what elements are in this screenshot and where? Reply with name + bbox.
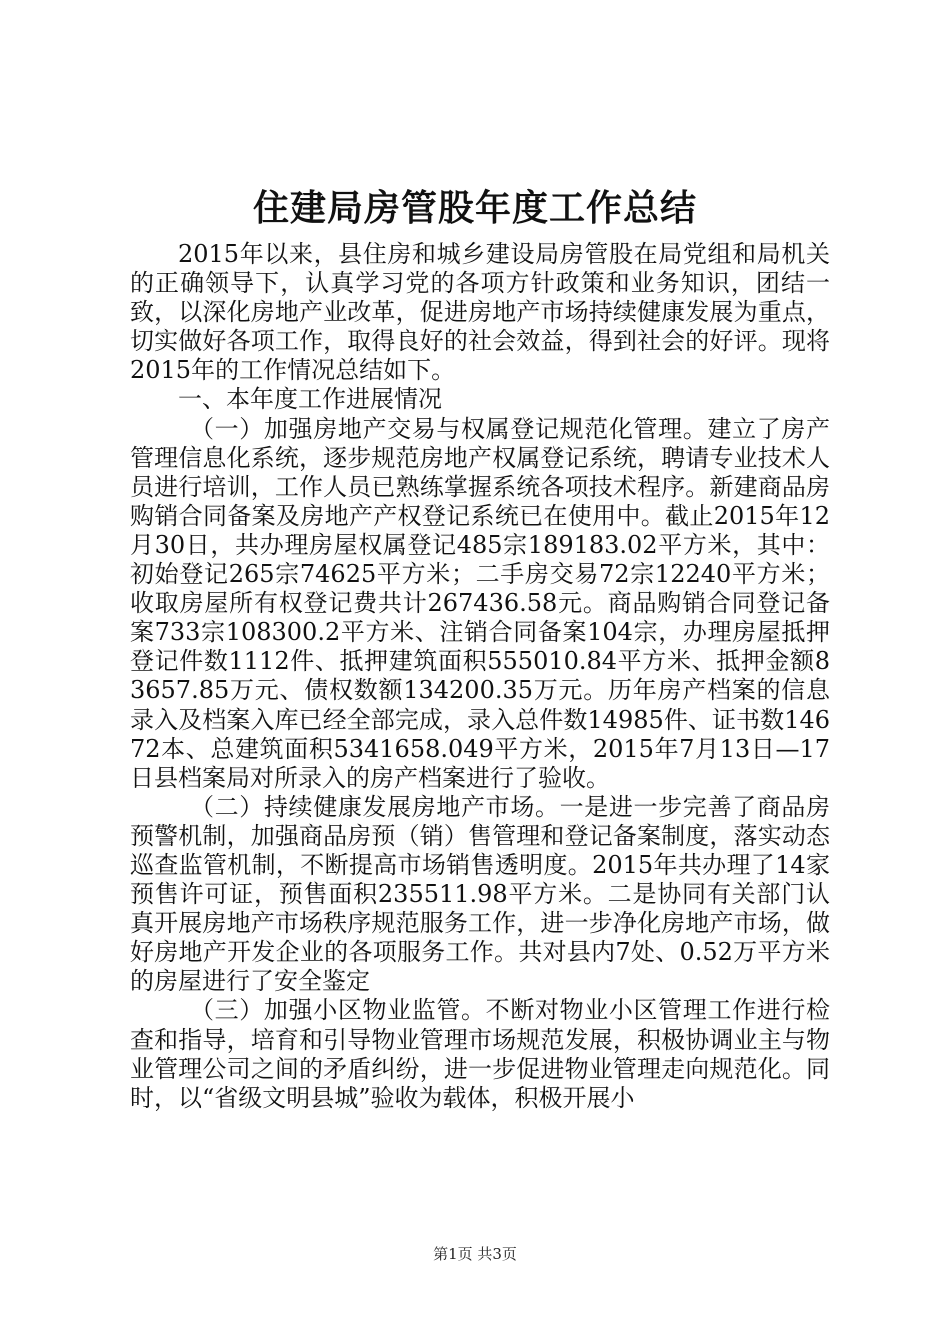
paragraph-item-1: （一）加强房地产交易与权属登记规范化管理。建立了房产管理信息化系统，逐步规范房地产权属登记系统，聘请专业技术人员进行培训，工作人员已熟练掌握系统各项技术程序。新建商品房购销合同备案及房地产产权登记系统已在使用中。截止2015年12月30日，共办理房屋权属登记485宗189183.02平方米，其中：初始登记265宗74625平方米；二手房交易72宗12240平方米；收取房屋所有权登记费共计267436.58元。商品购销合同登记备案733宗108300.2平方米、注销合同备案104宗，办理房屋抵押登记件数1112件、抵押建筑面积555010.84平方米、抵押金额83657.85万元、债权数额134200.35万元。历年房产档案的信息录入及档案入库已经全部完成，录入总件数14985件、证书数14672本、总建筑面积5341658.049平方米，2015年7月13日—17日县档案局对所录入的房产档案进行了验收。 [130, 414, 830, 792]
section-heading: 一、本年度工作进展情况 [178, 385, 442, 414]
page-footer: 第1页 共3页 [433, 1245, 517, 1263]
document-title: 住建局房管股年度工作总结 [252, 187, 697, 229]
paragraph-intro: 2015年以来，县住房和城乡建设局房管股在局党组和局机关的正确领导下，认真学习党的各项方针政策和业务知识，团结一致，以深化房地产业改革，促进房地产市场持续健康发展为重点，切实做好各项工作，取得良好的社会效益，得到社会的好评。现将2015年的工作情况总结如下。 [130, 240, 830, 385]
document-body [130, 240, 830, 1113]
paragraph-item-2: （二）持续健康发展房地产市场。一是进一步完善了商品房预警机制，加强商品房预（销）售管理和登记备案制度，落实动态巡查监管机制，不断提高市场销售透明度。2015年共办理了14家预售许可证，预售面积235511.98平方米。二是协同有关部门认真开展房地产市场秩序规范服务工作，进一步净化房地产市场，做好房地产开发企业的各项服务工作。共对县内7处、0.52万平方米的房屋进行了安全鉴定 [130, 792, 830, 996]
paragraph-item-3: （三）加强小区物业监管。不断对物业小区管理工作进行检查和指导，培育和引导物业管理市场规范发展，积极协调业主与物业管理公司之间的矛盾纠纷，进一步促进物业管理走向规范化。同时，以“省级文明县城”验收为载体，积极开展小 [130, 996, 830, 1112]
